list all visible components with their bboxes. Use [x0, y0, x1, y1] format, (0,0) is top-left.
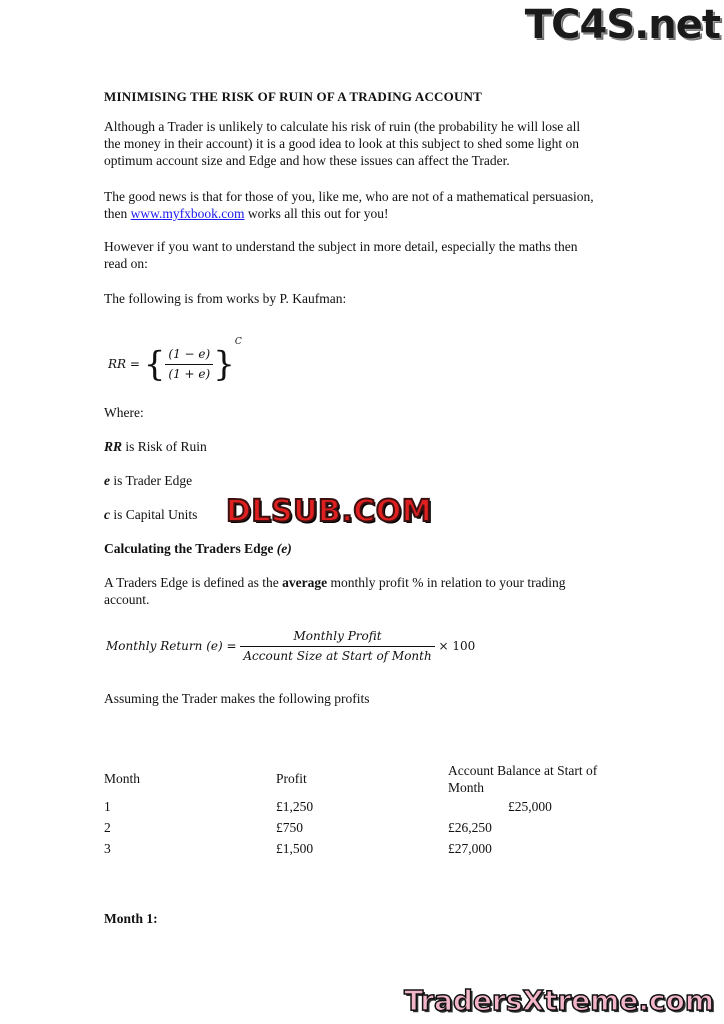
c-symbol: c	[104, 507, 110, 522]
table-header-balance-line: Account Balance at Start of	[448, 763, 598, 778]
month-1-heading: Month 1:	[104, 911, 158, 926]
intro-line: Although a Trader is unlikely to calculate his risk of ruin (the probability he will lose all	[104, 119, 581, 134]
e-definition: is Trader Edge	[110, 473, 193, 488]
definition-e	[104, 472, 644, 489]
table-row-month: 2	[104, 820, 111, 835]
where-text: Where:	[104, 405, 144, 420]
however-line: read on:	[104, 256, 148, 271]
document-title: MINIMISING THE RISK OF RUIN OF A TRADING ACCOUNT	[104, 89, 482, 104]
good-news-post: works all this out for you!	[244, 206, 389, 221]
rr-numerator: (1 − e)	[165, 346, 213, 365]
edge-def-pre: A Traders Edge is defined as the	[104, 575, 283, 590]
edge-def-bold: average	[282, 575, 328, 590]
table-header-balance	[448, 762, 597, 796]
table-row-month: 3	[104, 841, 111, 856]
section-heading-text: Calculating the Traders Edge	[104, 541, 277, 556]
return-numerator: Monthly Profit	[240, 628, 434, 647]
edge-definition-paragraph	[104, 574, 644, 608]
good-news-paragraph	[104, 188, 644, 222]
section-heading-symbol: (e)	[276, 541, 292, 556]
return-multiplier: × 100	[438, 639, 476, 653]
dlsub-watermark: DLSUB.COM	[226, 494, 433, 529]
table-header-profit: Profit	[276, 771, 307, 786]
table-row-profit: £1,250	[276, 799, 314, 814]
return-denominator: Account Size at Start of Month	[243, 649, 432, 663]
rr-fraction	[165, 346, 213, 383]
table-row-balance: £26,250	[448, 820, 492, 835]
section-heading	[104, 540, 644, 557]
table-header-balance-line: Month	[448, 780, 485, 795]
assuming-text: Assuming the Trader makes the following profits	[104, 691, 370, 706]
however-line: However if you want to understand the subject in more detail, especially the maths then	[104, 239, 578, 254]
table-header-month: Month	[104, 771, 141, 786]
table-row-month: 1	[104, 799, 111, 814]
good-news-pre: then	[104, 206, 131, 221]
return-fraction	[240, 628, 434, 665]
intro-paragraph	[104, 118, 644, 169]
c-definition: is Capital Units	[110, 507, 198, 522]
left-brace: {	[143, 344, 166, 385]
table-row-profit: £1,500	[276, 841, 314, 856]
rr-exponent: C	[234, 337, 242, 347]
definition-rr	[104, 438, 644, 455]
good-news-line: The good news is that for those of you, like me, who are not of a mathematical persuasion,	[104, 189, 594, 204]
edge-def-post: monthly profit % in relation to your trading	[327, 575, 566, 590]
right-brace: }	[213, 344, 235, 385]
rr-definition: is Risk of Ruin	[122, 439, 207, 454]
return-lhs: Monthly Return (e) =	[106, 639, 237, 653]
rr-denominator: (1 + e)	[168, 367, 211, 381]
risk-of-ruin-formula	[108, 334, 242, 383]
edge-definition-line2: account.	[104, 592, 150, 607]
table-row-balance: £27,000	[448, 841, 492, 856]
table-row-profit: £750	[276, 820, 303, 835]
rr-symbol: RR	[104, 439, 123, 454]
tradersxtreme-watermark: TradersXtreme.com	[404, 984, 714, 1017]
e-symbol: e	[104, 473, 110, 488]
good-news-line2	[104, 205, 644, 222]
definition-c	[104, 506, 214, 523]
rr-lhs: RR =	[108, 357, 140, 371]
however-paragraph	[104, 238, 644, 272]
myfxbook-link[interactable]: www.myfxbook.com	[130, 206, 245, 221]
intro-line: the money in their account) it is a good idea to look at this subject to shed some light on	[104, 136, 580, 151]
edge-definition-line	[104, 574, 644, 591]
table-row-balance: £25,000	[508, 799, 552, 814]
intro-line: optimum account size and Edge and how these issues can affect the Trader.	[104, 153, 510, 168]
following-text: The following is from works by P. Kaufman:	[104, 291, 347, 306]
tc4s-watermark: TC4S.net	[524, 2, 720, 48]
monthly-return-formula	[106, 628, 475, 665]
